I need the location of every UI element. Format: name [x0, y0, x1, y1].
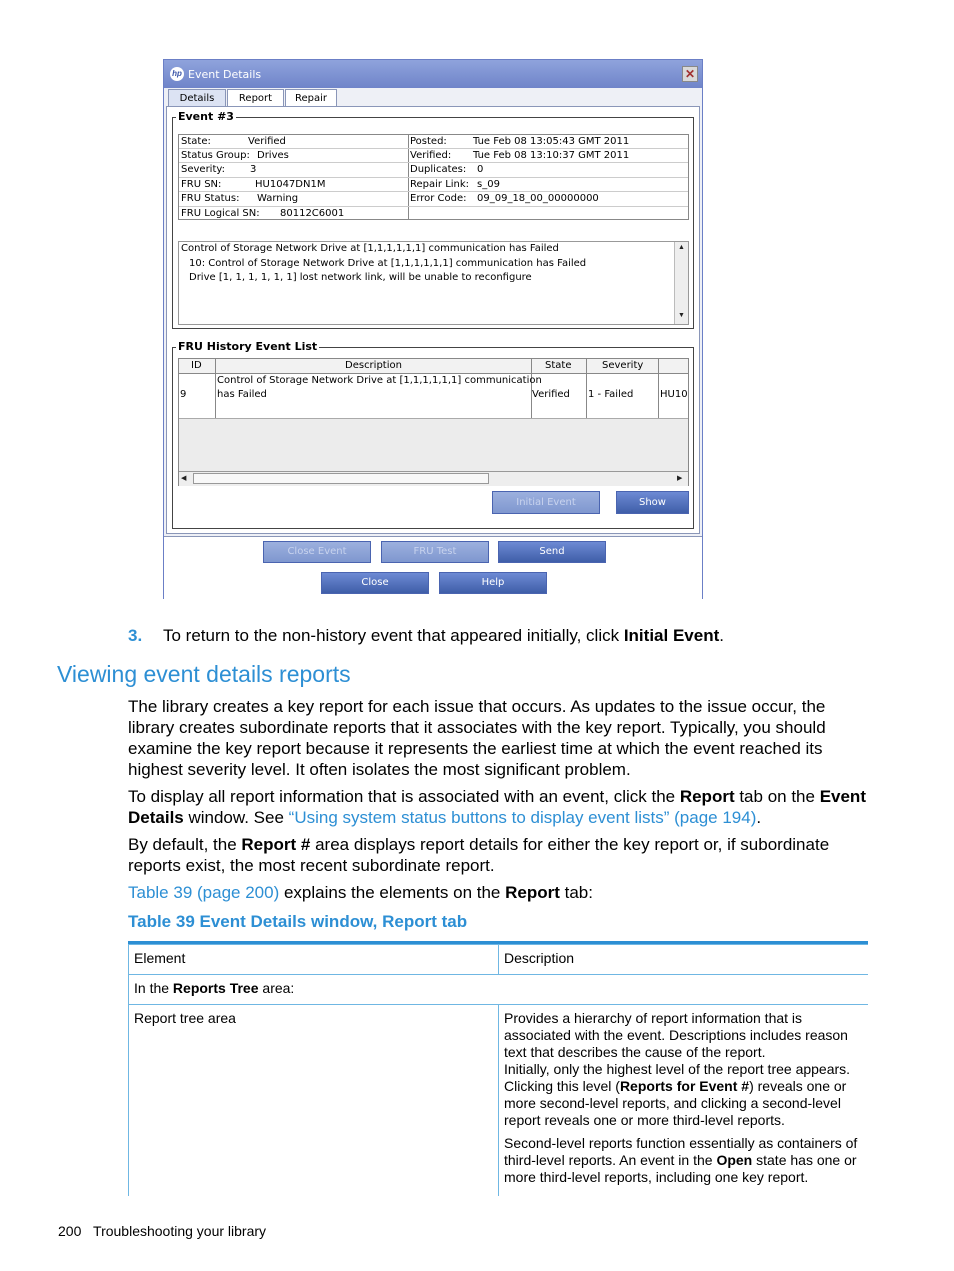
hp-logo-icon: hp	[170, 67, 184, 81]
show-button[interactable]: Show	[616, 491, 689, 514]
field-label: FRU Logical SN:	[181, 208, 260, 219]
table-row-description: Provides a hierarchy of report information that is associated with the event. Descriptions includes reason text that describes the cause of the report. Initially, only the highest level of the report tree appears. Clicking this level (Reports for Event #) reveals one or more second-level reports, and clicking a second-level report reveals one or more third-level reports. Second-level reports function essentially as containers of third-level reports. An event in the Open state has one or more third-level reports, including one key report.	[499, 1005, 869, 1197]
scroll-down-icon[interactable]: ▼	[678, 312, 685, 319]
paragraph-2: To display all report information that is associated with an event, click the Report tab on the Event Details window. See “Using system status buttons to display event lists” (page 194).	[128, 787, 866, 827]
close-button[interactable]: Close	[321, 572, 429, 594]
cross-reference-link[interactable]: “Using system status buttons to display event lists” (page 194)	[288, 808, 757, 827]
field-value: Drives	[257, 150, 289, 161]
field-label: Error Code:	[410, 193, 467, 204]
table-caption: Table 39 Event Details window, Report tab	[128, 912, 468, 931]
field-value: 3	[250, 164, 257, 175]
field-value: Verified	[248, 136, 286, 147]
paragraph-4: Table 39 (page 200) explains the elements on the Report tab:	[128, 883, 593, 902]
row-description-cont: has Failed	[217, 389, 267, 400]
paragraph-1: The library creates a key report for each issue that occurs. As updates to the issue occur, the library creates subordinate reports that it associates with the key report. Typically, you should examine the key report because it represents the earliest time at which the event reached its highest severity level. It often isolates the most significant problem.	[128, 697, 826, 779]
field-label: State:	[181, 136, 211, 147]
field-label: Duplicates:	[410, 164, 467, 175]
event-fields-grid	[178, 134, 689, 220]
field-value: HU1047DN1M	[255, 179, 326, 190]
window-title: Event Details	[188, 68, 262, 81]
button-bar	[164, 536, 702, 599]
section-heading: Viewing event details reports	[57, 661, 351, 687]
footer-section: Troubleshooting your library	[93, 1223, 267, 1239]
table-header-element: Element	[129, 945, 499, 975]
scroll-left-icon[interactable]: ◀	[181, 475, 187, 482]
event-message-area[interactable]	[178, 241, 689, 325]
row-severity: 1 - Failed	[588, 389, 634, 400]
close-icon[interactable]: ✕	[682, 66, 698, 82]
step-3: 3. To return to the non-history event that appeared initially, click Initial Event.	[128, 626, 724, 645]
field-value: Tue Feb 08 13:10:37 GMT 2011	[473, 150, 630, 161]
scroll-thumb[interactable]	[193, 473, 489, 484]
page-footer	[58, 1223, 266, 1239]
event-group-title: Event #3	[178, 110, 234, 123]
field-value: Tue Feb 08 13:05:43 GMT 2011	[473, 136, 630, 147]
table-row-element: Report tree area	[129, 1005, 499, 1197]
column-header-description[interactable]: Description	[345, 360, 402, 371]
table-header-description: Description	[499, 945, 869, 975]
field-value: 09_09_18_00_00000000	[477, 193, 599, 204]
message-scrollbar[interactable]	[674, 242, 688, 324]
table-link[interactable]: Table 39 (page 200)	[128, 883, 280, 902]
initial-event-ref: Initial Event	[623, 626, 720, 645]
field-value: 80112C6001	[280, 208, 345, 219]
tab-report[interactable]: Report	[227, 89, 284, 106]
initial-event-button[interactable]: Initial Event	[492, 491, 600, 514]
fru-history-title: FRU History Event List	[178, 340, 318, 353]
scroll-up-icon[interactable]: ▲	[678, 244, 685, 251]
paragraph-3: By default, the Report # area displays report details for either the key report or, if subordinate reports exist, the most recent subordinate report.	[128, 835, 830, 875]
send-button[interactable]: Send	[498, 541, 606, 563]
report-tab-table	[128, 944, 868, 1196]
history-table[interactable]	[178, 358, 689, 486]
reports-tree-area-row: In the Reports Tree area:	[129, 975, 869, 1005]
row-state: Verified	[532, 389, 570, 400]
field-label: Status Group:	[181, 150, 250, 161]
column-header-severity[interactable]: Severity	[602, 360, 644, 371]
tab-details[interactable]: Details	[168, 89, 226, 106]
message-line: 10: Control of Storage Network Drive at [1,1,1,1,1,1] communication has Failed	[189, 258, 587, 269]
tab-repair[interactable]: Repair	[285, 89, 337, 106]
row-extra: HU10	[660, 389, 688, 400]
event-details-window	[163, 59, 703, 599]
row-id: 9	[180, 389, 187, 400]
column-header-id[interactable]: ID	[191, 360, 202, 371]
field-label: FRU SN:	[181, 179, 222, 190]
details-panel	[166, 106, 700, 534]
fru-test-button[interactable]: FRU Test	[381, 541, 489, 563]
close-event-button[interactable]: Close Event	[263, 541, 371, 563]
field-label: FRU Status:	[181, 193, 240, 204]
column-header-state[interactable]: State	[545, 360, 572, 371]
history-hscrollbar[interactable]	[179, 471, 688, 486]
window-titlebar	[164, 60, 702, 88]
message-line: Drive [1, 1, 1, 1, 1, 1] lost network link, will be unable to reconfigure	[189, 272, 532, 283]
field-label: Posted:	[410, 136, 447, 147]
field-value: Warning	[257, 193, 299, 204]
field-label: Repair Link:	[410, 179, 470, 190]
field-value: s_09	[477, 179, 500, 190]
help-button[interactable]: Help	[439, 572, 547, 594]
step-number: 3.	[128, 626, 143, 645]
field-label: Verified:	[410, 150, 452, 161]
scroll-right-icon[interactable]: ▶	[677, 475, 683, 482]
row-description: Control of Storage Network Drive at [1,1,1,1,1,1] communication	[217, 375, 542, 386]
field-value: 0	[477, 164, 484, 175]
field-label: Severity:	[181, 164, 225, 175]
message-line: Control of Storage Network Drive at [1,1,1,1,1,1] communication has Failed	[181, 243, 559, 254]
page-number: 200	[58, 1223, 82, 1239]
